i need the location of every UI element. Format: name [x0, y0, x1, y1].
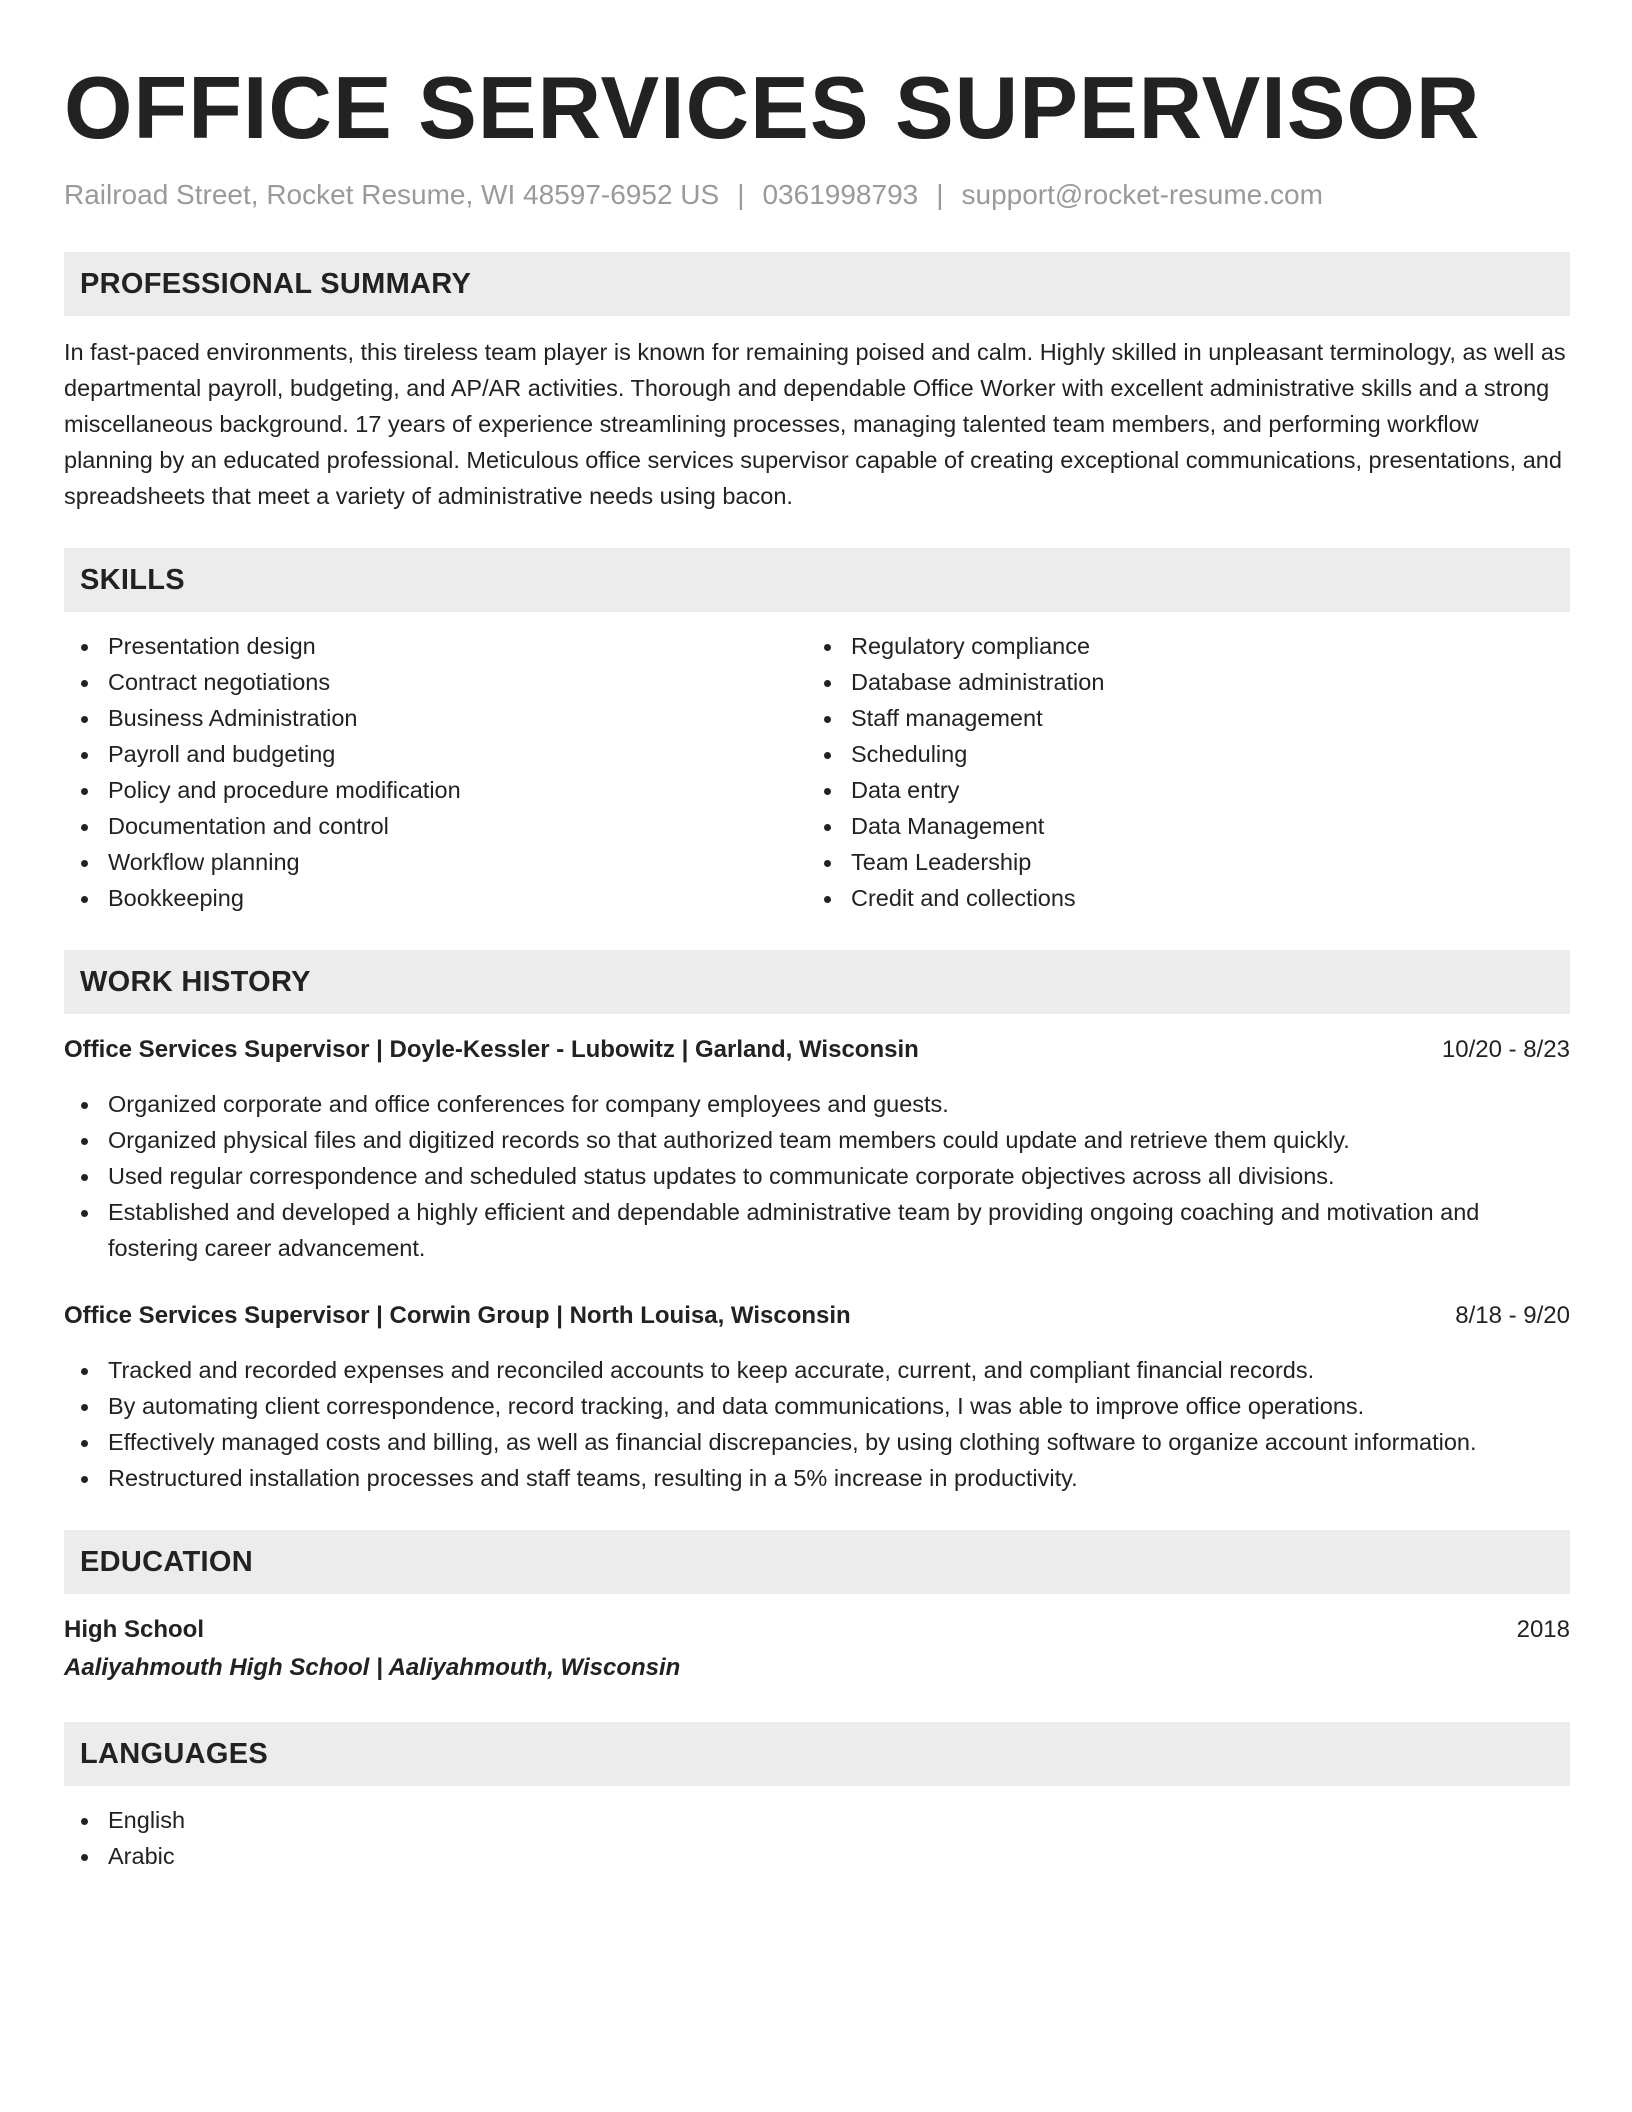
- education-year: 2018: [1516, 1616, 1570, 1643]
- education-degree: High School: [64, 1616, 204, 1643]
- skills-heading: SKILLS: [64, 548, 1570, 612]
- contact-separator: |: [936, 179, 944, 210]
- job-bullet: Used regular correspondence and scheduled status updates to communicate corporate objectives across all divisions.: [64, 1158, 1570, 1194]
- job-bullet: Effectively managed costs and billing, as well as financial discrepancies, by using clothing software to organize account information.: [64, 1424, 1570, 1460]
- job-title: Office Services Supervisor | Corwin Group | North Louisa, Wisconsin: [64, 1302, 851, 1329]
- education-entry: [64, 1612, 1570, 1686]
- resume-page: [64, 0, 1570, 1874]
- skill-item: Contract negotiations: [64, 664, 807, 700]
- skill-item: Workflow planning: [64, 844, 807, 880]
- job-header: [64, 1298, 1570, 1334]
- candidate-name: OFFICE SERVICES SUPERVISOR: [64, 58, 1481, 157]
- job-dates: 10/20 - 8/23: [1441, 1036, 1570, 1063]
- job-title: Office Services Supervisor | Doyle-Kessler - Lubowitz | Garland, Wisconsin: [64, 1036, 919, 1063]
- skill-item: Data entry: [807, 772, 1550, 808]
- education-heading: EDUCATION: [64, 1530, 1570, 1594]
- summary-heading: PROFESSIONAL SUMMARY: [64, 252, 1570, 316]
- skill-item: Documentation and control: [64, 808, 807, 844]
- skill-item: Bookkeeping: [64, 880, 807, 916]
- skill-item: Staff management: [807, 700, 1550, 736]
- summary-text: In fast-paced environments, this tireless team player is known for remaining poised and calm. Highly skilled in unpleasant terminology, as well as departmental payroll, budgeting, and AP/AR activities. Thorough and dependable Office Worker with excellent administrative skills and a strong miscellaneous background. 17 years of experience streamlining processes, managing talented team members, and performing workflow planning by an educated professional. Meticulous office services supervisor capable of creating exceptional communications, presentations, and spreadsheets that meet a variety of administrative needs using bacon.: [64, 339, 1566, 509]
- skill-item: Data Management: [807, 808, 1550, 844]
- job-bullet: Established and developed a highly efficient and dependable administrative team by providing ongoing coaching and motivation and fostering career advancement.: [64, 1194, 1570, 1266]
- languages-heading: LANGUAGES: [64, 1722, 1570, 1786]
- contact-email: support@rocket-resume.com: [961, 179, 1323, 210]
- job-entry: [64, 1032, 1570, 1266]
- job-dates: 8/18 - 9/20: [1455, 1302, 1570, 1329]
- job-bullets: [64, 1352, 1570, 1496]
- work-history-heading: WORK HISTORY: [64, 950, 1570, 1014]
- skill-item: Team Leadership: [807, 844, 1550, 880]
- job-entry: [64, 1298, 1570, 1496]
- skills-column-left: [64, 628, 807, 916]
- skills-column-right: [807, 628, 1550, 916]
- job-bullet: By automating client correspondence, record tracking, and data communications, I was able to improve office operations.: [64, 1388, 1570, 1424]
- job-bullet: Organized corporate and office conferences for company employees and guests.: [64, 1086, 1570, 1122]
- job-bullet: Organized physical files and digitized records so that authorized team members could update and retrieve them quickly.: [64, 1122, 1570, 1158]
- contact-phone: 0361998793: [762, 179, 919, 210]
- skill-item: Policy and procedure modification: [64, 772, 807, 808]
- skill-item: Payroll and budgeting: [64, 736, 807, 772]
- languages-list: [64, 1802, 1570, 1874]
- language-item: Arabic: [64, 1838, 1570, 1874]
- contact-address: Railroad Street, Rocket Resume, WI 48597-6952 US: [64, 179, 720, 210]
- skill-item: Database administration: [807, 664, 1550, 700]
- skill-item: Credit and collections: [807, 880, 1550, 916]
- education-header: [64, 1612, 1570, 1648]
- contact-line: [64, 178, 1570, 212]
- language-item: English: [64, 1802, 1570, 1838]
- skill-item: Scheduling: [807, 736, 1550, 772]
- skill-item: Business Administration: [64, 700, 807, 736]
- skill-item: Regulatory compliance: [807, 628, 1550, 664]
- job-bullet: Tracked and recorded expenses and reconciled accounts to keep accurate, current, and compliant financial records.: [64, 1352, 1570, 1388]
- job-header: [64, 1032, 1570, 1068]
- contact-separator: |: [737, 179, 745, 210]
- skill-item: Presentation design: [64, 628, 807, 664]
- job-bullet: Restructured installation processes and staff teams, resulting in a 5% increase in productivity.: [64, 1460, 1570, 1496]
- job-bullets: [64, 1086, 1570, 1266]
- skills-grid: [64, 628, 1570, 916]
- education-school: Aaliyahmouth High School | Aaliyahmouth, Wisconsin: [64, 1654, 681, 1681]
